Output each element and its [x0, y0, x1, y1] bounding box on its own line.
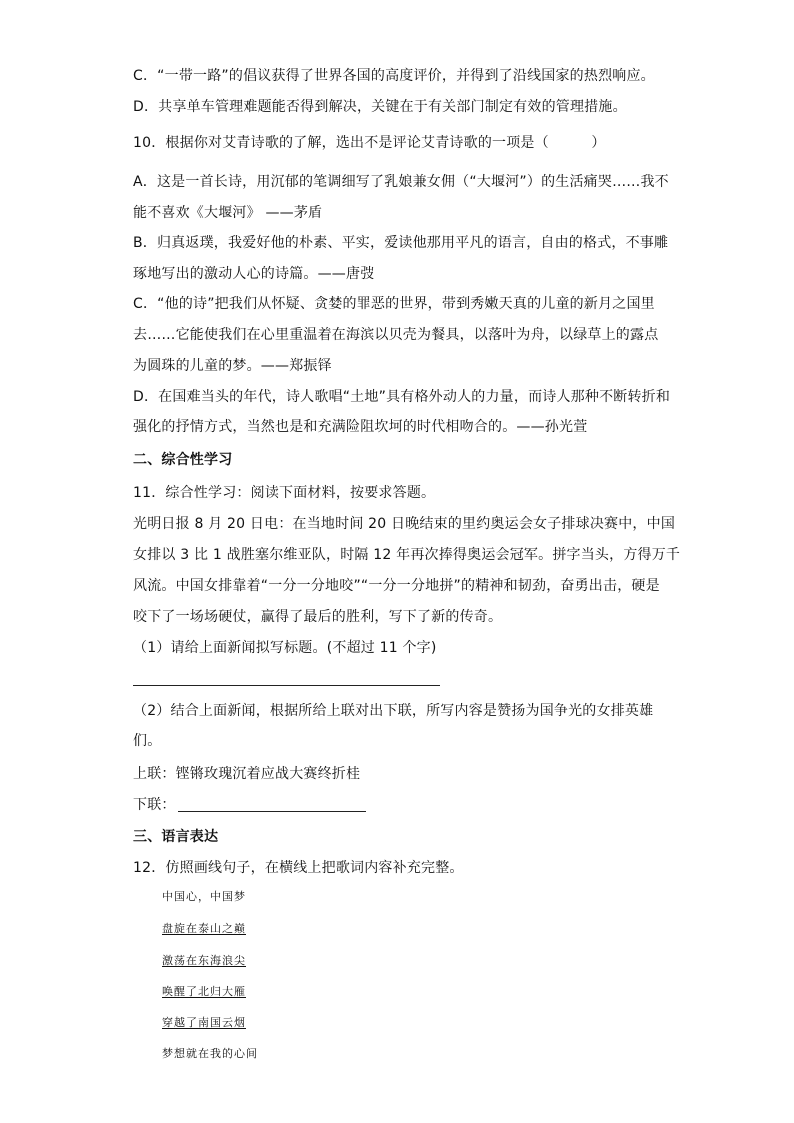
poem-line-3-underlined: 激荡在东海浪尖 [162, 954, 246, 967]
q9-option-d: D．共享单车管理难题能否得到解决，关键在于有关部门制定有效的管理措施。 [133, 99, 627, 115]
q12-stem: 12．仿照画线句子，在横线上把歌词内容补充完整。 [133, 860, 464, 876]
q11-sub2-line1: （2）结合上面新闻，根据所给上联对出下联，所写内容是赞扬为国争光的女排英雄 [133, 703, 654, 719]
answer-blank-title[interactable] [133, 685, 440, 686]
q10-option-c-line2: 去……它能使我们在心里重温着在海滨以贝壳为餐具，以落叶为舟，以绿草上的露点 [133, 327, 659, 343]
section-2-heading: 二、综合性学习 [133, 452, 233, 468]
lower-couplet-label: 下联： [133, 797, 176, 813]
q10-stem: 10．根据你对艾青诗歌的了解，选出不是评论艾青诗歌的一项是（ ） [133, 135, 606, 151]
lower-couplet [133, 795, 366, 815]
q11-stem: 11．综合性学习：阅读下面材料，按要求答题。 [133, 485, 436, 501]
poem-line-4-underlined: 唤醒了北归大雁 [162, 985, 246, 998]
section-3-heading: 三、语言表达 [133, 829, 219, 845]
q10-option-b-line1: B．归真返璞，我爱好他的朴素、平实，爱读他那用平凡的语言，自由的格式，不事雕 [133, 235, 669, 251]
q10-option-c-line3: 为圆珠的儿童的梦。——郑振铎 [133, 358, 332, 374]
news-line-2: 女排以 3 比 1 战胜塞尔维亚队，时隔 12 年再次捧得奥运会冠军。拼字当头，方得万千 [133, 547, 681, 563]
news-line-4: 咬下了一场场硬仗，赢得了最后的胜利，写下了新的传奇。 [133, 609, 503, 625]
poem-line-5-underlined: 穿越了南国云烟 [162, 1016, 246, 1029]
q10-option-c-line1: C．“他的诗”把我们从怀疑、贪婪的罪恶的世界，带到秀嫩天真的儿童的新月之国里 [133, 296, 655, 312]
news-line-3: 风流。中国女排靠着“一分一分地咬”“一分一分地拼”的精神和韧劲，奋勇出击，硬是 [133, 578, 660, 594]
q11-sub1: （1）请给上面新闻拟写标题。(不超过 11 个字) [133, 640, 437, 656]
answer-blank-couplet[interactable] [178, 797, 366, 812]
news-line-1: 光明日报 8 月 20 日电：在当地时间 20 日晚结束的里约奥运会女子排球决赛中，中国 [133, 516, 676, 532]
poem-line-2-underlined: 盘旋在泰山之巅 [162, 922, 246, 935]
q10-option-d-line2: 强化的抒情方式，当然也是和充满险阻坎坷的时代相吻合的。——孙光萱 [133, 419, 588, 435]
q10-option-a-line2: 能不喜欢《大堰河》 ——茅盾 [133, 205, 323, 221]
q10-option-d-line1: D．在国难当头的年代，诗人歌唱“土地”具有格外动人的力量，而诗人那种不断转折和 [133, 389, 671, 405]
q11-sub2-line2: 们。 [133, 733, 162, 749]
upper-couplet: 上联：铿锵玫瑰沉着应战大赛终折桂 [133, 766, 361, 782]
poem-line-1: 中国心，中国梦 [162, 890, 246, 903]
poem-line-6: 梦想就在我的心间 [162, 1047, 258, 1060]
q9-option-c: C．“一带一路”的倡议获得了世界各国的高度评价，并得到了沿线国家的热烈响应。 [133, 68, 655, 84]
q10-option-b-line2: 琢地写出的激动人心的诗篇。——唐弢 [133, 266, 375, 282]
q10-option-a-line1: A．这是一首长诗，用沉郁的笔调细写了乳娘兼女佣（“大堰河”）的生活痛哭……我不 [133, 174, 669, 190]
